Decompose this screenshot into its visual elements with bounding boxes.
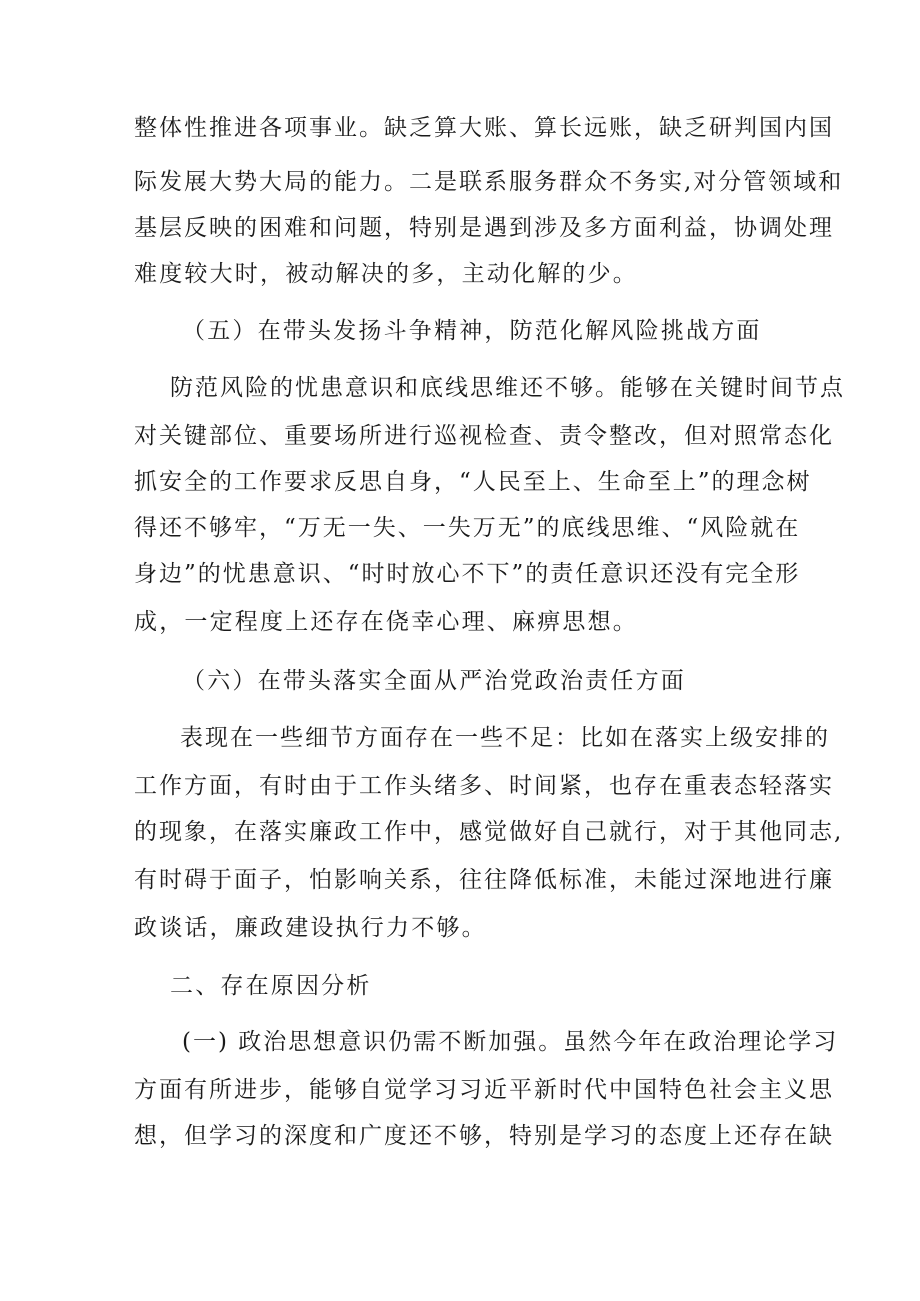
text-line: 基层反映的困难和问题，特别是遇到涉及多方面利益，协调处理 [134,215,834,241]
text-line: 整体性推进各项事业。缺乏算大账、算长远账，缺乏研判国内国 [134,115,834,141]
text-line: 际发展大势大局的能力。二是联系服务群众不务实,对分管领域和 [134,169,844,195]
section-heading: （六）在带头落实全面从严治党政治责任方面 [182,668,686,694]
chapter-heading: 二、存在原因分析 [170,973,372,999]
text-line: 难度较大时，被动解决的多，主动化解的少。 [134,261,638,287]
text-line: 身边”的忧患意识、“时时放心不下”的责任意识还没有完全形 [134,561,801,587]
text-line: 抓安全的工作要求反思自身，“人民至上、生命至上”的理念树 [134,469,812,495]
text-line: (一) 政治思想意识仍需不断加强。虽然今年在政治理论学习 [182,1029,839,1055]
text-line: 防范风险的忧患意识和底线思维还不够。能够在关键时间节点 [170,375,845,401]
text-line: 政谈话，廉政建设执行力不够。 [134,915,487,941]
text-line: 表现在一些细节方面存在一些不足：比如在落实上级安排的 [180,725,830,751]
text-line: 对关键部位、重要场所进行巡视检查、责令整改，但对照常态化 [134,423,834,449]
text-line: 工作方面，有时由于工作头绪多、时间紧，也存在重表态轻落实 [134,773,834,799]
text-line: 得还不够牢，“万无一失、一失万无”的底线思维、“风险就在 [134,515,801,541]
section-heading: （五）在带头发扬斗争精神，防范化解风险挑战方面 [182,318,762,344]
text-line: 方面有所进步，能够自觉学习习近平新时代中国特色社会主义思 [134,1077,834,1103]
text-line: 有时碍于面子，怕影响关系，往往降低标准，未能过深地进行廉 [134,867,834,893]
text-line: 的现象，在落实廉政工作中，感觉做好自己就行，对于其他同志, [134,819,844,845]
text-line: 想，但学习的深度和广度还不够，特别是学习的态度上还存在缺 [134,1123,834,1149]
text-line: 成，一定程度上还存在侥幸心理、麻痹思想。 [134,609,638,635]
